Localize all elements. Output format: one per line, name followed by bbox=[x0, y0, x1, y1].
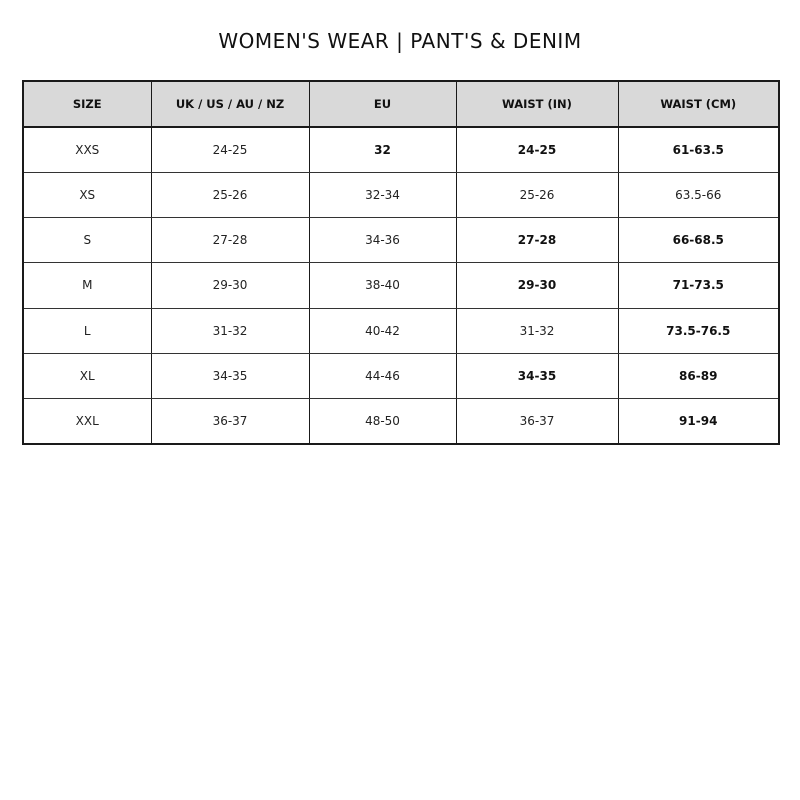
cell-uk-us-au-nz: 25-26 bbox=[151, 173, 309, 218]
cell-eu: 44-46 bbox=[309, 353, 456, 398]
table-header-row bbox=[23, 81, 779, 127]
cell-waist-cm: 63.5-66 bbox=[618, 173, 779, 218]
cell-size: S bbox=[23, 218, 151, 263]
cell-waist-cm: 66-68.5 bbox=[618, 218, 779, 263]
table-row bbox=[23, 308, 779, 353]
cell-size: XXS bbox=[23, 127, 151, 173]
table-row bbox=[23, 353, 779, 398]
cell-size: XS bbox=[23, 173, 151, 218]
header-waist-cm: WAIST (CM) bbox=[618, 81, 779, 127]
cell-eu: 32-34 bbox=[309, 173, 456, 218]
cell-waist-in: 29-30 bbox=[456, 263, 618, 308]
cell-uk-us-au-nz: 31-32 bbox=[151, 308, 309, 353]
cell-eu: 32 bbox=[309, 127, 456, 173]
cell-eu: 38-40 bbox=[309, 263, 456, 308]
cell-uk-us-au-nz: 27-28 bbox=[151, 218, 309, 263]
cell-uk-us-au-nz: 34-35 bbox=[151, 353, 309, 398]
cell-waist-in: 34-35 bbox=[456, 353, 618, 398]
cell-uk-us-au-nz: 36-37 bbox=[151, 398, 309, 444]
cell-waist-cm: 91-94 bbox=[618, 398, 779, 444]
page-title: WOMEN'S WEAR | PANT'S & DENIM bbox=[218, 29, 582, 53]
header-waist-in: WAIST (IN) bbox=[456, 81, 618, 127]
cell-waist-in: 36-37 bbox=[456, 398, 618, 444]
cell-waist-in: 24-25 bbox=[456, 127, 618, 173]
header-size: SIZE bbox=[23, 81, 151, 127]
cell-waist-cm: 61-63.5 bbox=[618, 127, 779, 173]
cell-size: XXL bbox=[23, 398, 151, 444]
header-eu: EU bbox=[309, 81, 456, 127]
cell-waist-cm: 71-73.5 bbox=[618, 263, 779, 308]
cell-waist-in: 27-28 bbox=[456, 218, 618, 263]
cell-eu: 40-42 bbox=[309, 308, 456, 353]
cell-eu: 48-50 bbox=[309, 398, 456, 444]
cell-size: M bbox=[23, 263, 151, 308]
cell-uk-us-au-nz: 29-30 bbox=[151, 263, 309, 308]
cell-size: L bbox=[23, 308, 151, 353]
cell-waist-in: 25-26 bbox=[456, 173, 618, 218]
cell-uk-us-au-nz: 24-25 bbox=[151, 127, 309, 173]
table-row bbox=[23, 398, 779, 444]
table-row bbox=[23, 263, 779, 308]
cell-waist-in: 31-32 bbox=[456, 308, 618, 353]
table-row bbox=[23, 173, 779, 218]
cell-eu: 34-36 bbox=[309, 218, 456, 263]
cell-waist-cm: 73.5-76.5 bbox=[618, 308, 779, 353]
table-row bbox=[23, 218, 779, 263]
table-row bbox=[23, 127, 779, 173]
header-uk-us-au-nz: UK / US / AU / NZ bbox=[151, 81, 309, 127]
size-chart-table bbox=[22, 80, 780, 445]
cell-waist-cm: 86-89 bbox=[618, 353, 779, 398]
cell-size: XL bbox=[23, 353, 151, 398]
